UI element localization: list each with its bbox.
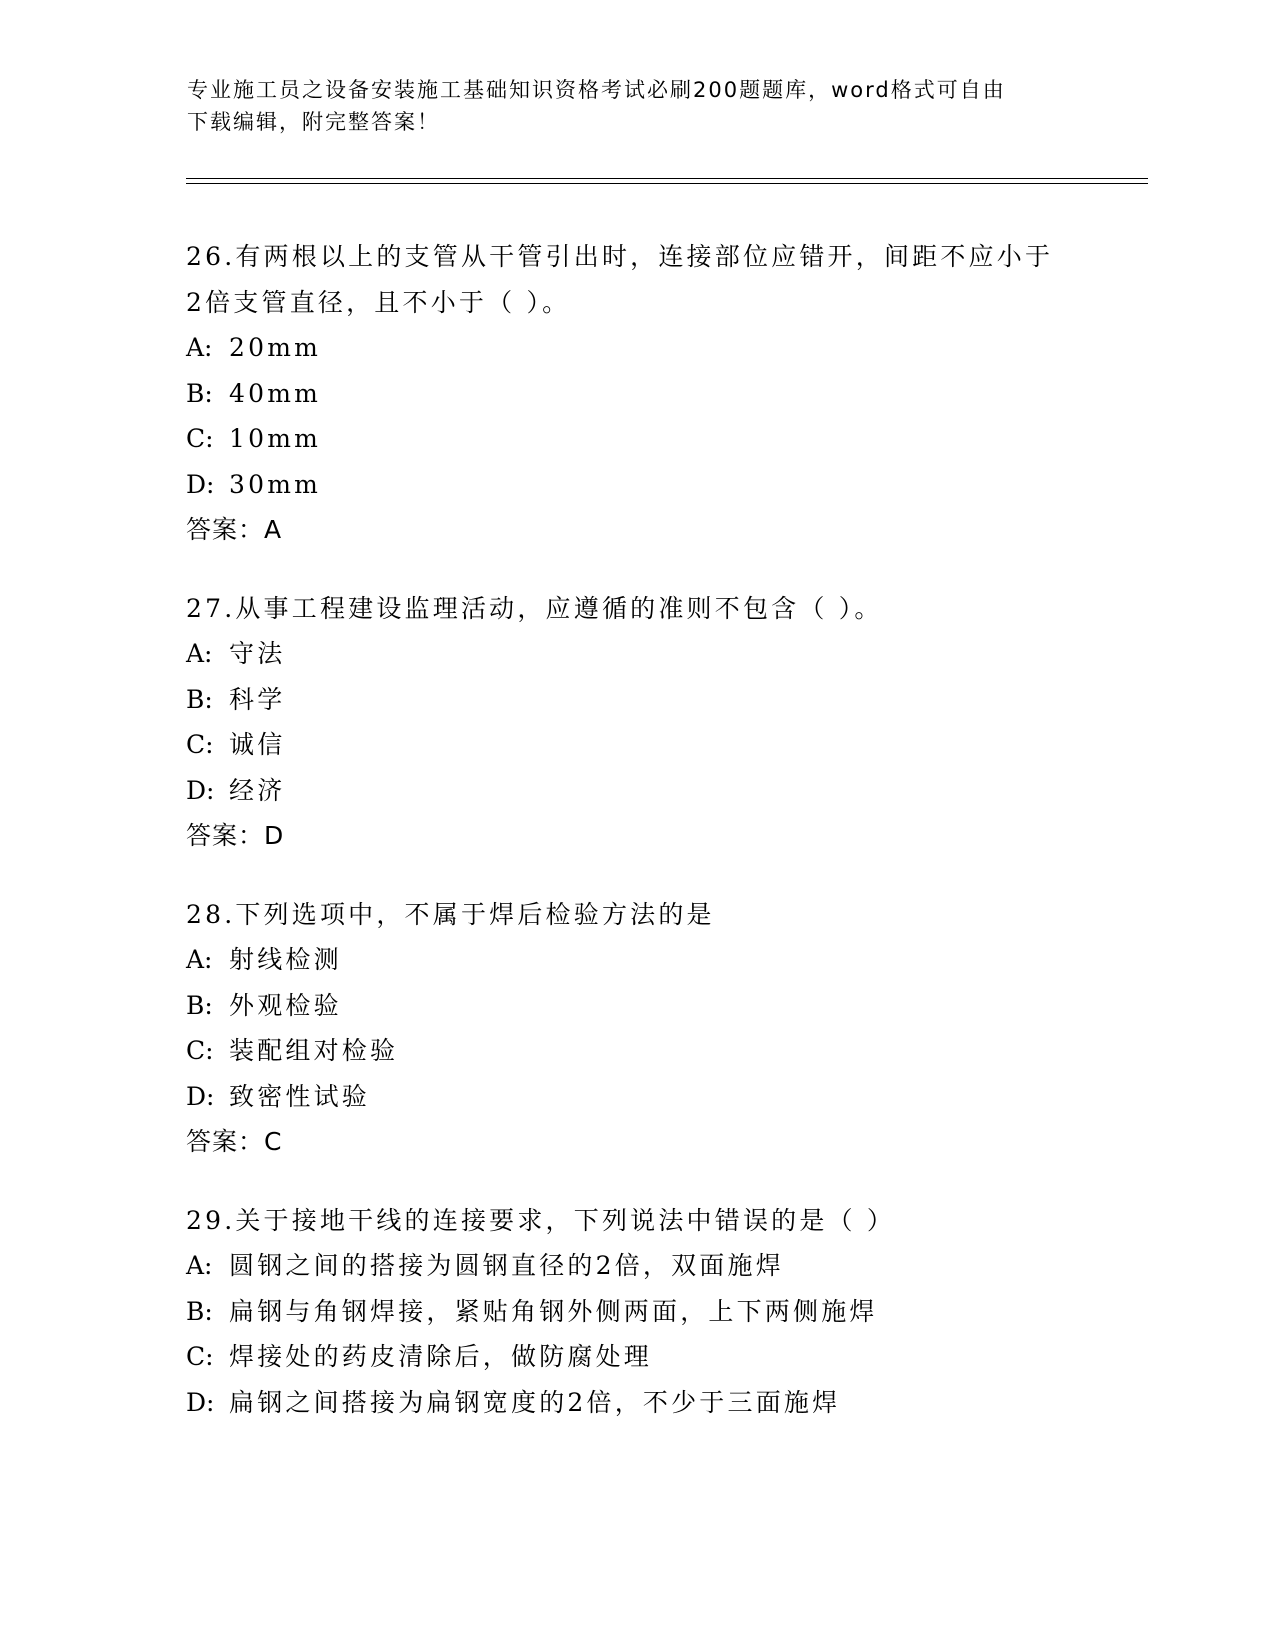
option-c: [186, 416, 1146, 462]
option-b: [186, 677, 1146, 723]
question-26: [186, 234, 1146, 553]
question-stem-line: 26.有两根以上的支管从干管引出时，连接部位应错开，间距不应小于: [186, 242, 1054, 271]
option-b: [186, 1289, 1146, 1335]
option-label: B:: [186, 684, 213, 714]
option-text: 射线检测: [229, 945, 342, 974]
option-text: 圆钢之间的搭接为圆钢直径的2倍，双面施焊: [229, 1251, 784, 1280]
option-label: A:: [186, 333, 213, 362]
option-label: D:: [186, 469, 215, 499]
question-list: [186, 234, 1146, 1458]
question-stem-line: 27.从事工程建设监理活动，应遵循的准则不包含（ ）。: [186, 593, 883, 623]
option-label: C:: [186, 424, 214, 453]
option-d: [186, 1380, 1146, 1426]
option-label: D:: [186, 1387, 215, 1417]
question-stem-line: 28.下列选项中，不属于焊后检验方法的是: [186, 899, 715, 929]
option-a: [186, 631, 1146, 677]
question-stem-line: 29.关于接地干线的连接要求，下列说法中错误的是（ ）: [186, 1205, 896, 1235]
question-27: [186, 586, 1146, 859]
option-a: [186, 325, 1146, 371]
option-label: B:: [186, 990, 213, 1020]
option-label: A:: [186, 1251, 213, 1280]
document-header: [187, 74, 1067, 138]
option-c: [186, 722, 1146, 768]
option-label: B:: [186, 378, 213, 408]
option-d: [186, 462, 1146, 508]
option-label: C:: [186, 730, 214, 759]
option-d: [186, 768, 1146, 814]
question-stem-line: 2倍支管直径，且不小于（ ）。: [186, 287, 571, 317]
option-d: [186, 1074, 1146, 1120]
option-b: [186, 983, 1146, 1029]
option-text: 诚信: [229, 730, 286, 759]
option-label: B:: [186, 1296, 213, 1326]
option-text: 外观检验: [229, 990, 342, 1020]
option-a: [186, 1243, 1146, 1289]
option-text: 30mm: [229, 469, 322, 499]
answer-line: 答案：C: [186, 1127, 283, 1156]
option-label: D:: [186, 1081, 215, 1111]
option-text: 守法: [229, 639, 286, 668]
option-text: 扁钢之间搭接为扁钢宽度的2倍，不少于三面施焊: [229, 1387, 841, 1417]
option-a: [186, 937, 1146, 983]
option-c: [186, 1028, 1146, 1074]
answer-line: 答案：A: [186, 515, 283, 544]
header-line-2: 下载编辑，附完整答案！: [187, 110, 440, 134]
option-text: 焊接处的药皮清除后，做防腐处理: [229, 1342, 653, 1371]
option-label: D:: [186, 775, 215, 805]
question-28: [186, 892, 1146, 1165]
option-label: C:: [186, 1342, 214, 1371]
option-c: [186, 1334, 1146, 1380]
option-text: 科学: [229, 684, 286, 714]
option-label: C:: [186, 1036, 214, 1065]
option-b: [186, 371, 1146, 417]
option-text: 装配组对检验: [229, 1036, 399, 1065]
option-text: 20mm: [229, 333, 322, 362]
header-line-1: 专业施工员之设备安装施工基础知识资格考试必刷200题题库，word格式可自由: [187, 78, 1006, 102]
option-text: 扁钢与角钢焊接，紧贴角钢外侧两面，上下两侧施焊: [229, 1296, 878, 1326]
option-text: 致密性试验: [229, 1081, 371, 1111]
option-label: A:: [186, 639, 213, 668]
option-text: 10mm: [229, 424, 322, 453]
answer-line: 答案：D: [186, 821, 285, 850]
header-divider-top: [186, 178, 1148, 179]
option-text: 经济: [229, 775, 286, 805]
header-divider-bottom: [186, 183, 1148, 184]
question-29: [186, 1198, 1146, 1426]
option-label: A:: [186, 945, 213, 974]
option-text: 40mm: [229, 378, 322, 408]
